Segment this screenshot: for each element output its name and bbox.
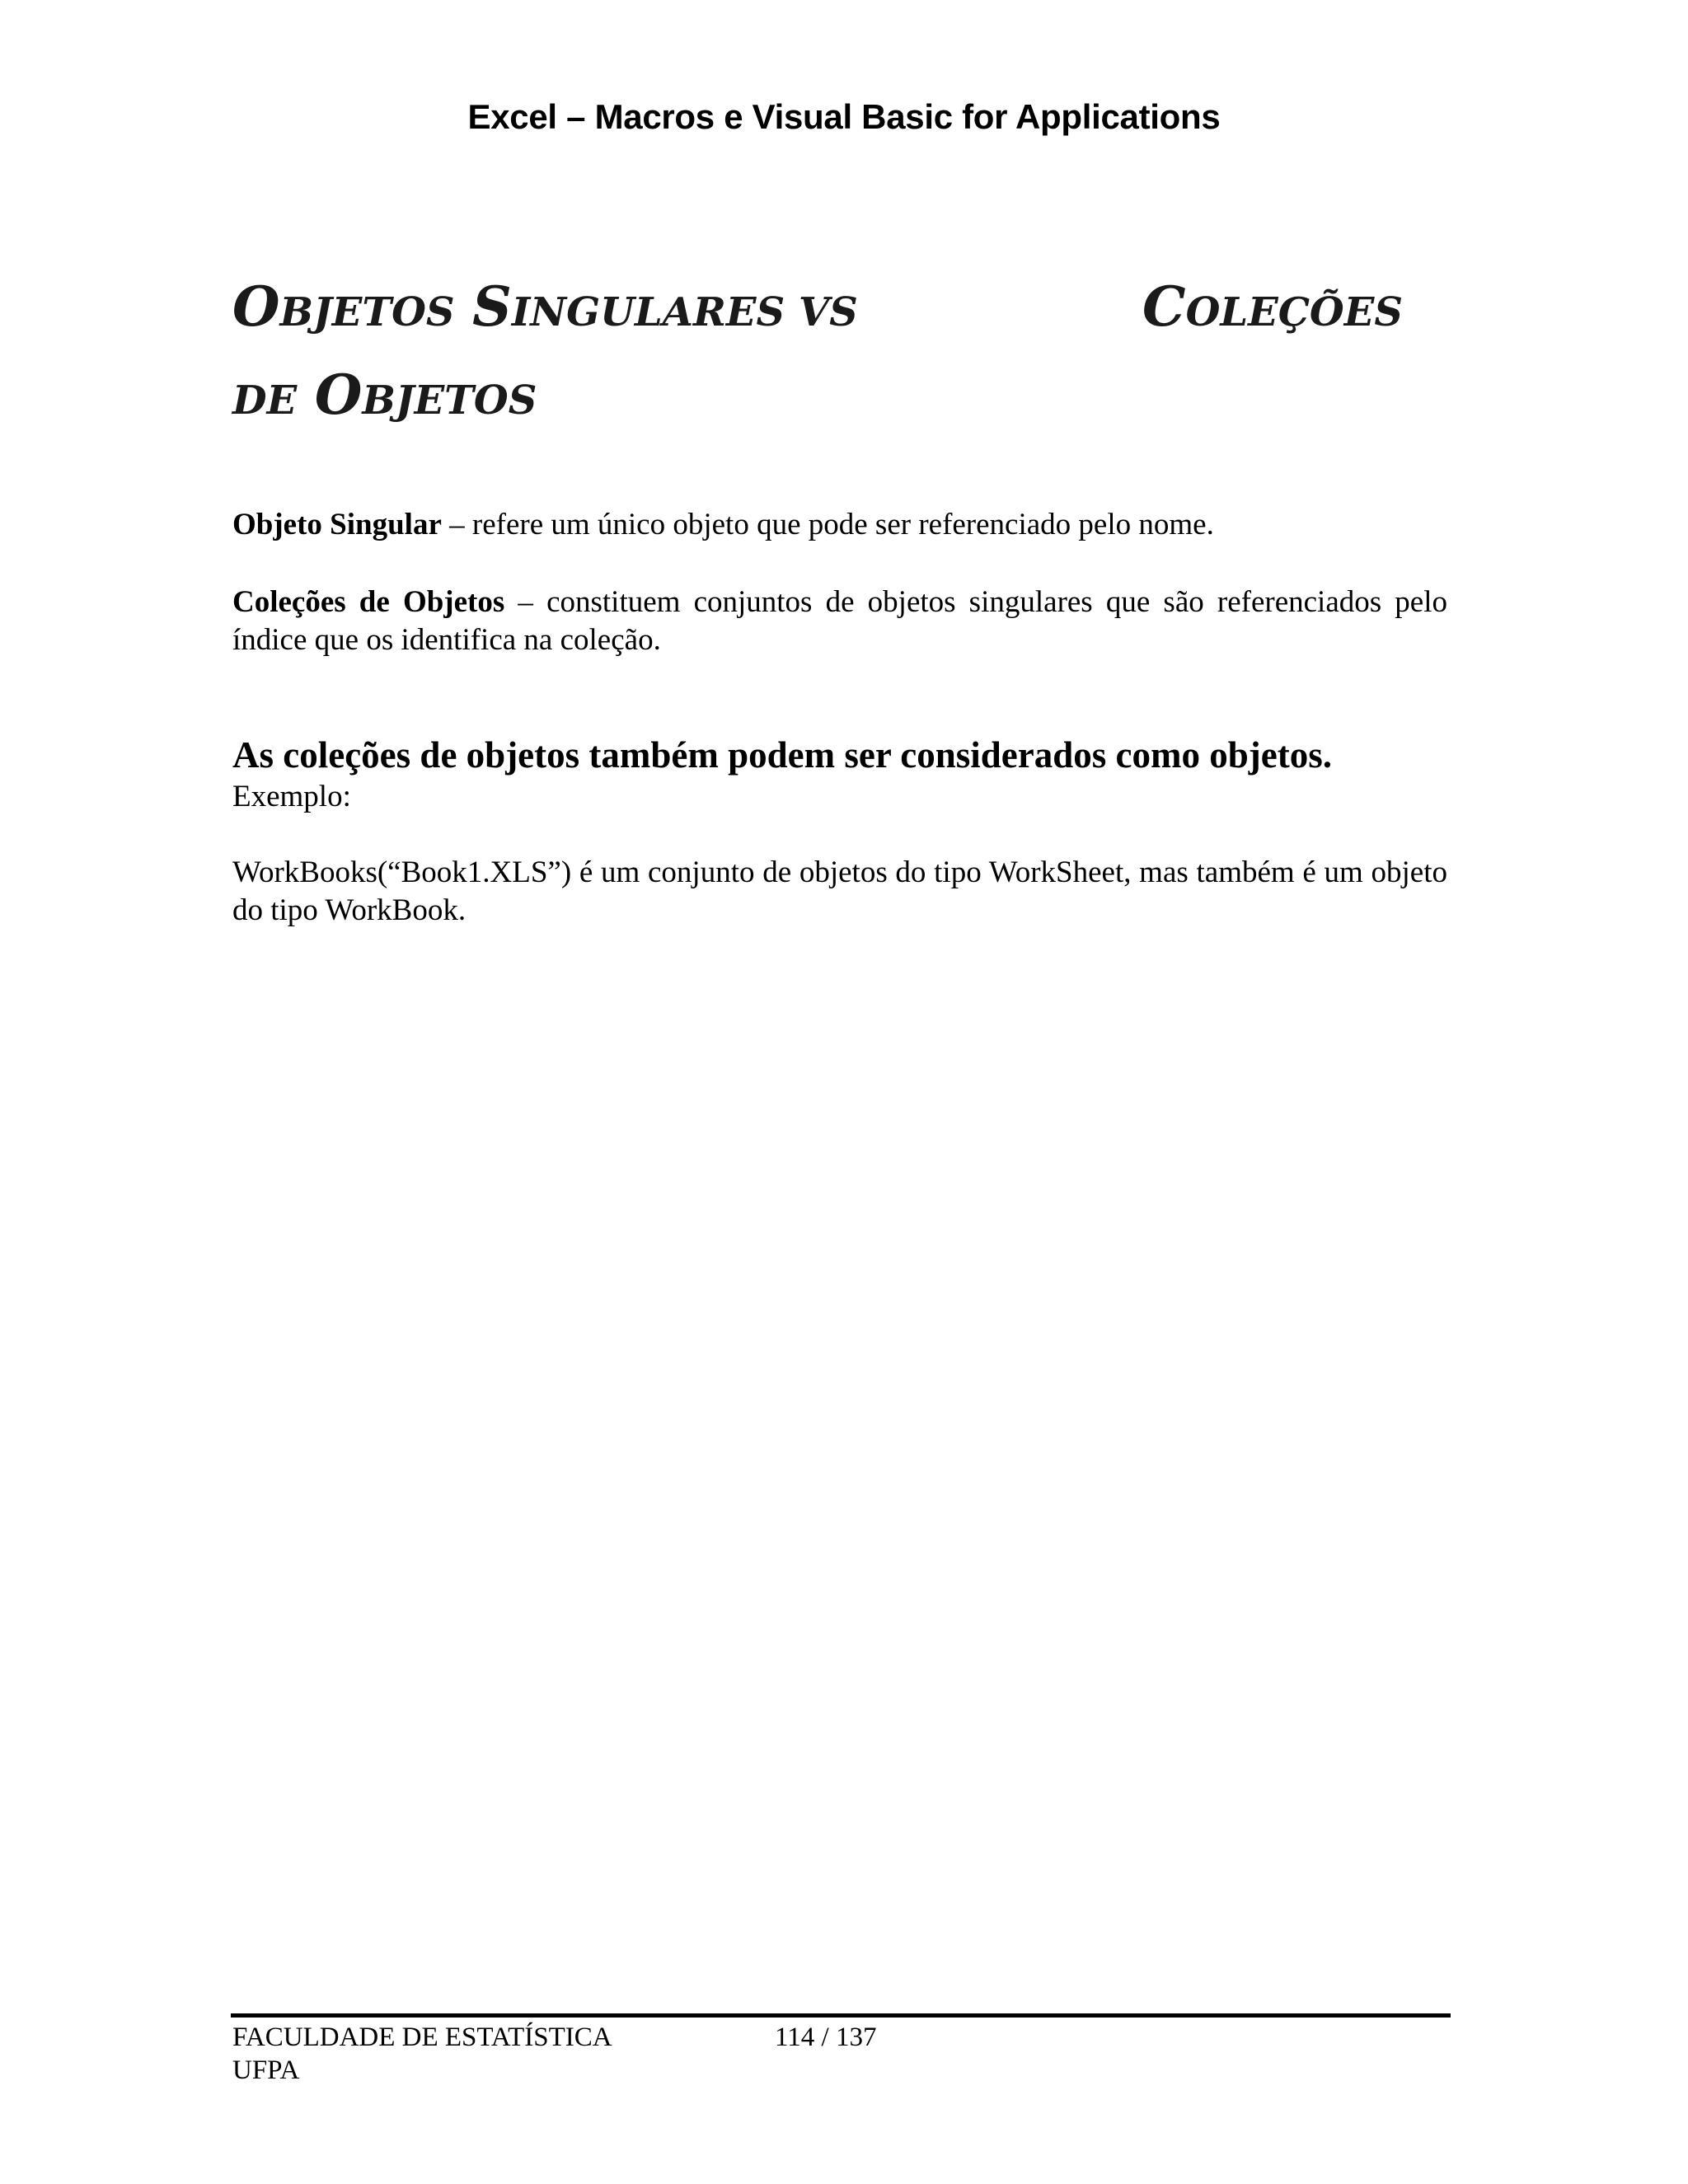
page-number: 114 / 137 [775,2022,877,2052]
footer-institution-line-1: FACULDADE DE ESTATÍSTICA [232,2022,612,2052]
definition-text: – refere um único objeto que pode ser referenciado pelo nome. [441,508,1214,541]
footer-institution [232,2021,612,2087]
footer-divider [231,2013,1451,2018]
term-objeto-singular: Objeto Singular [232,508,442,541]
section-title [232,265,1451,442]
footer-institution-line-2: UFPA [232,2055,300,2085]
definition-objeto-singular [232,506,1447,544]
definition-text: – constituem conjuntos de objetos singulares que são referenciados pelo índice que os identifica na coleção. [232,585,1447,657]
section-title-line-2: DE OBJETOS [232,363,537,427]
title-word-colecoes: COLEÇÕES [1142,274,1403,339]
example-label: Exemplo: [232,780,351,813]
section-title-line-1 [232,265,1403,354]
term-colecoes-de-objetos: Coleções de Objetos [232,585,505,619]
example-paragraph: WorkBooks(“Book1.XLS”) é um conjunto de objetos do tipo WorkSheet, mas também é um objeto do tipo WorkBook. [232,855,1447,927]
title-word-objetos: OBJETOS SINGULARES VS [232,274,858,339]
running-header: Excel – Macros e Visual Basic for Applications [467,97,1221,136]
emphasis-statement: As coleções de objetos também podem ser considerados como objetos. [232,734,1332,776]
definition-colecoes-de-objetos [232,583,1447,659]
